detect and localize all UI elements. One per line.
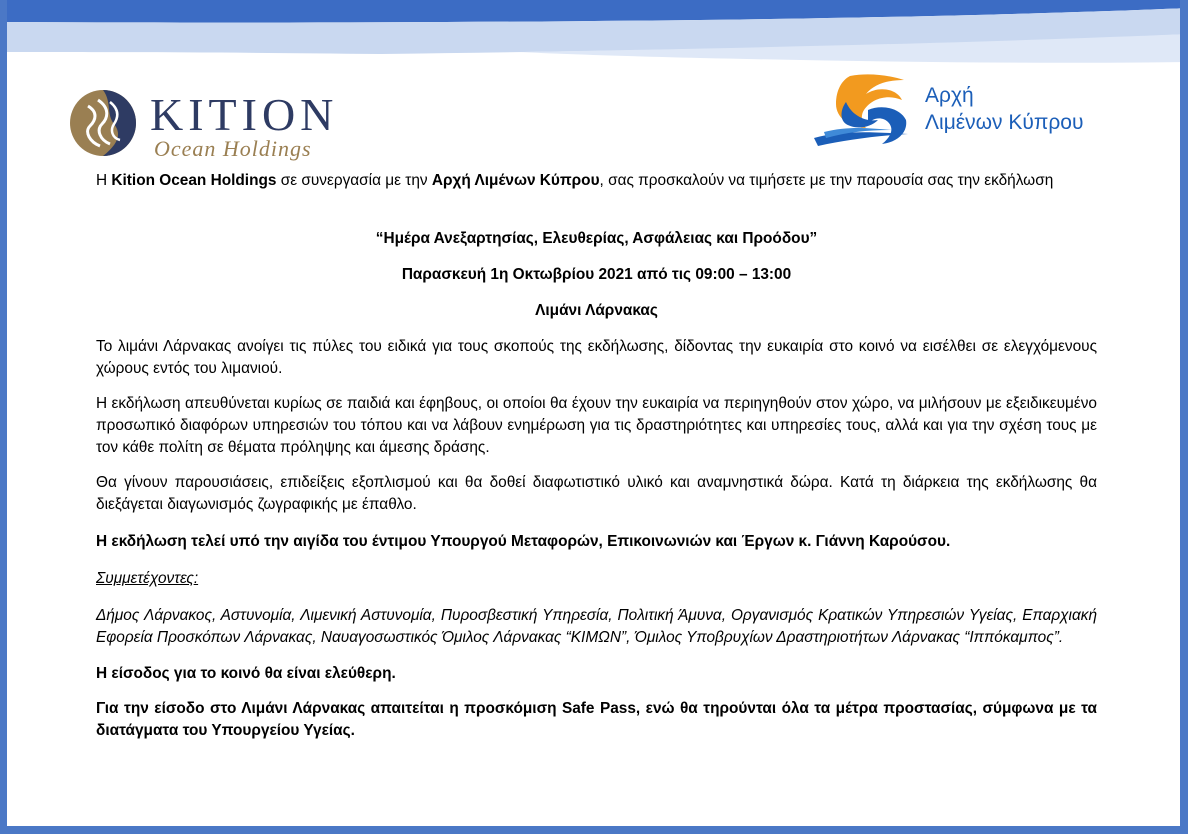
intro-paragraph [96, 170, 1097, 210]
participants-list: Δήμος Λάρνακος, Αστυνομία, Λιμενική Αστυνομία, Πυροσβεστική Υπηρεσία, Πολιτική Άμυνα, Οργανισμός Κρατικών Υπηρεσιών Υγείας, Επαρχιακή Εφορεία Προσκόπων Λάρνακας, Ναυαγοσωστικός Όμιλος Λάρνακας “ΚΙΜΩΝ”, Όμιλος Υποβρυχίων Δραστηριοτήτων Λάρνακας “Ιππόκαμπος”. [96, 607, 1097, 646]
event-date: Παρασκευή 1η Οκτωβρίου 2021 από τις 09:00 – 13:00 [401, 266, 792, 283]
participants-heading [96, 568, 1097, 590]
safe-pass-notice: Για την είσοδο στο Λιμάνι Λάρνακας απαιτείται η προσκόμιση Safe Pass, ενώ θα τηρούνται όλα τα μέτρα προστασίας, σύμφωνα με τα διατάγματα του Υπουργείου Υγείας. [96, 700, 1097, 739]
ports-authority-name [925, 82, 1083, 136]
paragraph-activities: Θα γίνουν παρουσιάσεις, επιδείξεις εξοπλισμού και θα δοθεί διαφωτιστικό υλικό και αναμνηστικά δώρα. Κατά τη διάρκεια της εκδήλωσης θα διεξάγεται διαγωνισμός ζωγραφικής με έπαθλο. [96, 474, 1097, 513]
ports-authority-line1: Αρχή [925, 84, 974, 107]
cyprus-ports-authority-logo [812, 72, 1082, 152]
intro-prefix: Η [96, 172, 112, 189]
logo-row [0, 70, 1188, 162]
paragraph-audience: Η εκδήλωση απευθύνεται κυρίως σε παιδιά και έφηβους, οι οποίοι θα έχουν την ευκαιρία να περιηγηθούν στον χώρο, να μιλήσουν με εξειδικευμένο προσωπικό διαφόρων υπηρεσιών του τόπου και να λάβουν ενημέρωση για τις δραστηριότητες και υπηρεσίες τους, αλλά και για την σχέση τους με τον κάθε πολίτη σε θέματα πρόληψης και άμεσης δράσης. [96, 395, 1097, 456]
kition-subtitle: Ocean Holdings [154, 136, 312, 161]
intro-middle: σε συνεργασία με την [276, 172, 432, 189]
kition-emblem-icon [68, 88, 138, 158]
free-entry-notice: Η είσοδος για το κοινό θα είναι ελεύθερη. [96, 665, 396, 682]
event-title: “Ημέρα Ανεξαρτησίας, Ελευθερίας, Ασφάλειας και Προόδου” [375, 230, 818, 247]
event-place: Λιμάνι Λάρνακας [535, 302, 658, 319]
kition-logo [68, 84, 368, 161]
participants-label: Συμμετέχοντες [96, 570, 194, 587]
participants-colon: : [193, 570, 199, 587]
kition-wordmark: KITION [150, 89, 339, 140]
ports-authority-line2: Λιμένων Κύπρου [925, 111, 1084, 134]
invitation-body [96, 170, 1097, 742]
header-wave-banner [0, 0, 1188, 70]
ports-authority-emblem-icon [812, 72, 920, 148]
organizer-kition: Kition Ocean Holdings [111, 172, 277, 189]
intro-suffix: , σας προσκαλούν να τιμήσετε με την παρουσία σας την εκδήλωση [599, 172, 1054, 189]
patronage-statement: Η εκδήλωση τελεί υπό την αιγίδα του έντιμου Υπουργού Μεταφορών, Επικοινωνιών και Έργων κ. Γιάννη Καρούσου. [96, 533, 951, 550]
paragraph-port-opening: Το λιμάνι Λάρνακας ανοίγει τις πύλες του ειδικά για τους σκοπούς της εκδήλωσης, δίδοντας την ευκαιρία στο κοινό να εισέλθει σε ελεγχόμενους χώρους εντός του λιμανιού. [96, 338, 1097, 377]
organizer-ports-authority: Αρχή Λιμένων Κύπρου [431, 172, 600, 189]
